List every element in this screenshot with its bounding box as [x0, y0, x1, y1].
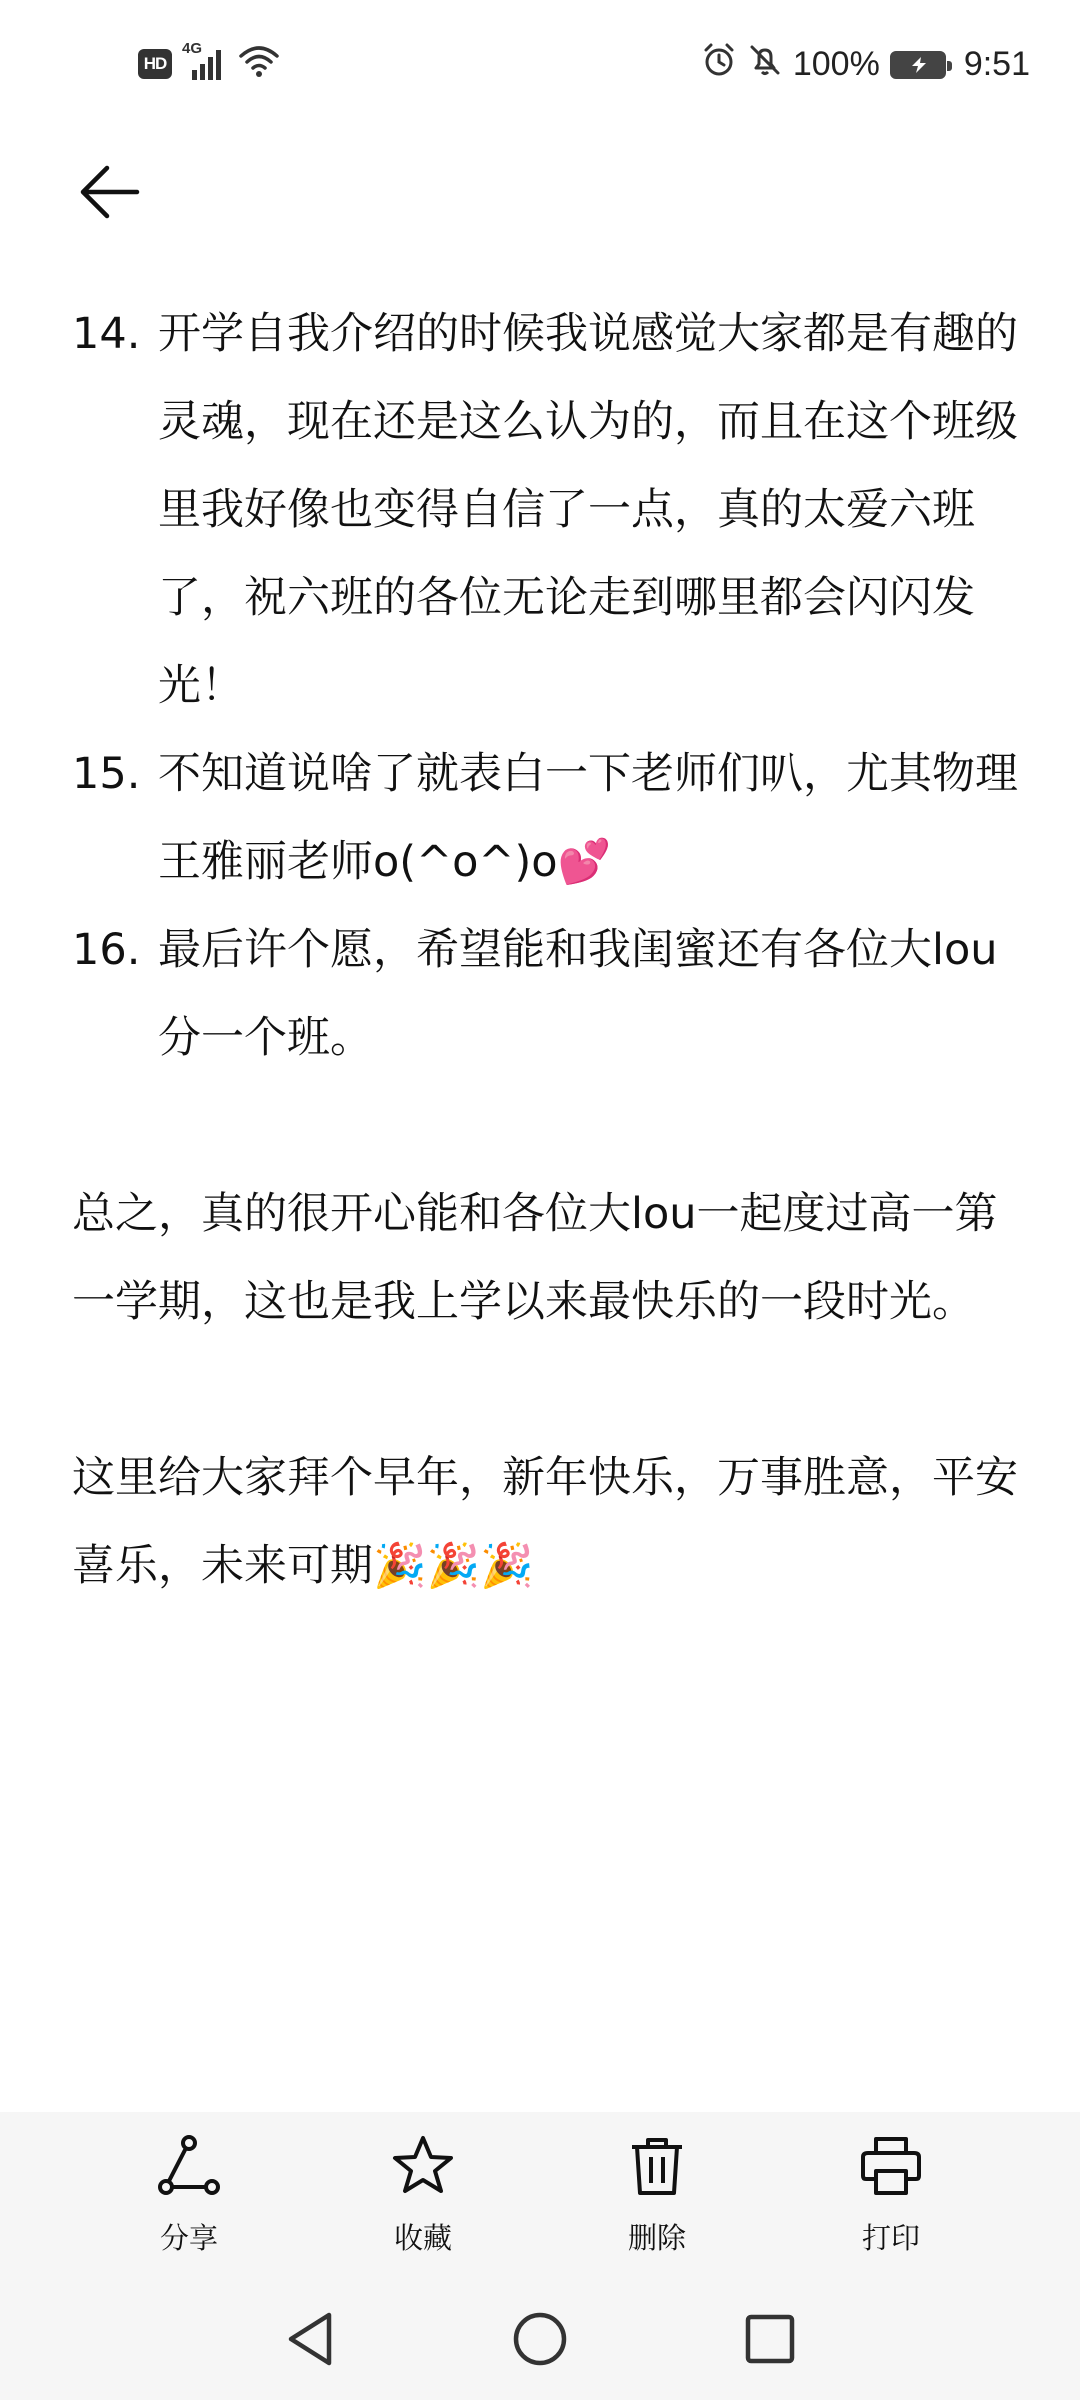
hd-badge: HD	[138, 49, 172, 79]
trash-icon	[621, 2130, 693, 2202]
share-button[interactable]	[114, 2130, 264, 2270]
list-item	[72, 730, 1022, 906]
mute-icon	[747, 42, 783, 87]
favorite-button[interactable]	[348, 2130, 498, 2270]
list-item-text: 开学自我介绍的时候我说感觉大家都是有趣的灵魂，现在还是这么认为的，而且在这个班级里我好像也变得自信了一点，真的太爱六班了，祝六班的各位无论走到哪里都会闪闪发光！	[158, 309, 1018, 711]
print-button[interactable]	[816, 2130, 966, 2270]
summary-paragraph: 总之，真的很开心能和各位大lou一起度过高一第一学期，这也是我上学以来最快乐的一段时光。	[72, 1189, 998, 1327]
nav-recents-button[interactable]	[730, 2299, 810, 2379]
share-label: 分享	[159, 2221, 218, 2255]
wifi-icon	[238, 44, 280, 83]
system-navbar	[0, 2277, 1080, 2400]
list-item-number: 14.	[72, 309, 141, 359]
list-item	[72, 290, 1022, 730]
triangle-back-icon	[283, 2310, 337, 2368]
battery-percent: 100%	[792, 45, 880, 83]
list-item-number: 16.	[72, 925, 141, 975]
bottom-toolbar	[0, 2112, 1080, 2277]
note-list	[72, 290, 1022, 1082]
printer-icon	[855, 2130, 927, 2202]
list-item-number: 15.	[72, 749, 141, 799]
favorite-label: 收藏	[393, 2221, 452, 2255]
share-icon	[153, 2130, 225, 2202]
list-item-text: 最后许个愿，希望能和我闺蜜还有各位大lou分一个班。	[158, 925, 998, 1063]
alarm-icon	[701, 42, 737, 87]
status-right	[701, 42, 1030, 87]
note-content	[72, 290, 1022, 1610]
circle-home-icon	[511, 2310, 569, 2368]
clock-time: 9:51	[963, 45, 1030, 83]
nav-home-button[interactable]	[500, 2299, 580, 2379]
status-left	[138, 39, 280, 83]
nav-back-button[interactable]	[270, 2299, 350, 2379]
list-item	[72, 906, 1022, 1082]
list-item-text: 不知道说啥了就表白一下老师们叭，尤其物理王雅丽老师o(^o^)o💕	[158, 749, 1018, 887]
square-recents-icon	[743, 2312, 797, 2366]
back-button[interactable]	[70, 152, 150, 232]
delete-label: 删除	[627, 2221, 686, 2255]
signal-icon	[182, 39, 228, 82]
print-label: 打印	[861, 2221, 920, 2255]
battery-icon	[890, 51, 946, 79]
delete-button[interactable]	[582, 2130, 732, 2270]
greeting-paragraph: 这里给大家拜个早年，新年快乐，万事胜意，平安喜乐，未来可期🎉🎉🎉	[72, 1453, 1018, 1591]
network-label: 4G	[182, 39, 203, 57]
status-bar	[0, 0, 1080, 130]
star-icon	[387, 2130, 459, 2202]
back-arrow-icon	[77, 159, 143, 225]
